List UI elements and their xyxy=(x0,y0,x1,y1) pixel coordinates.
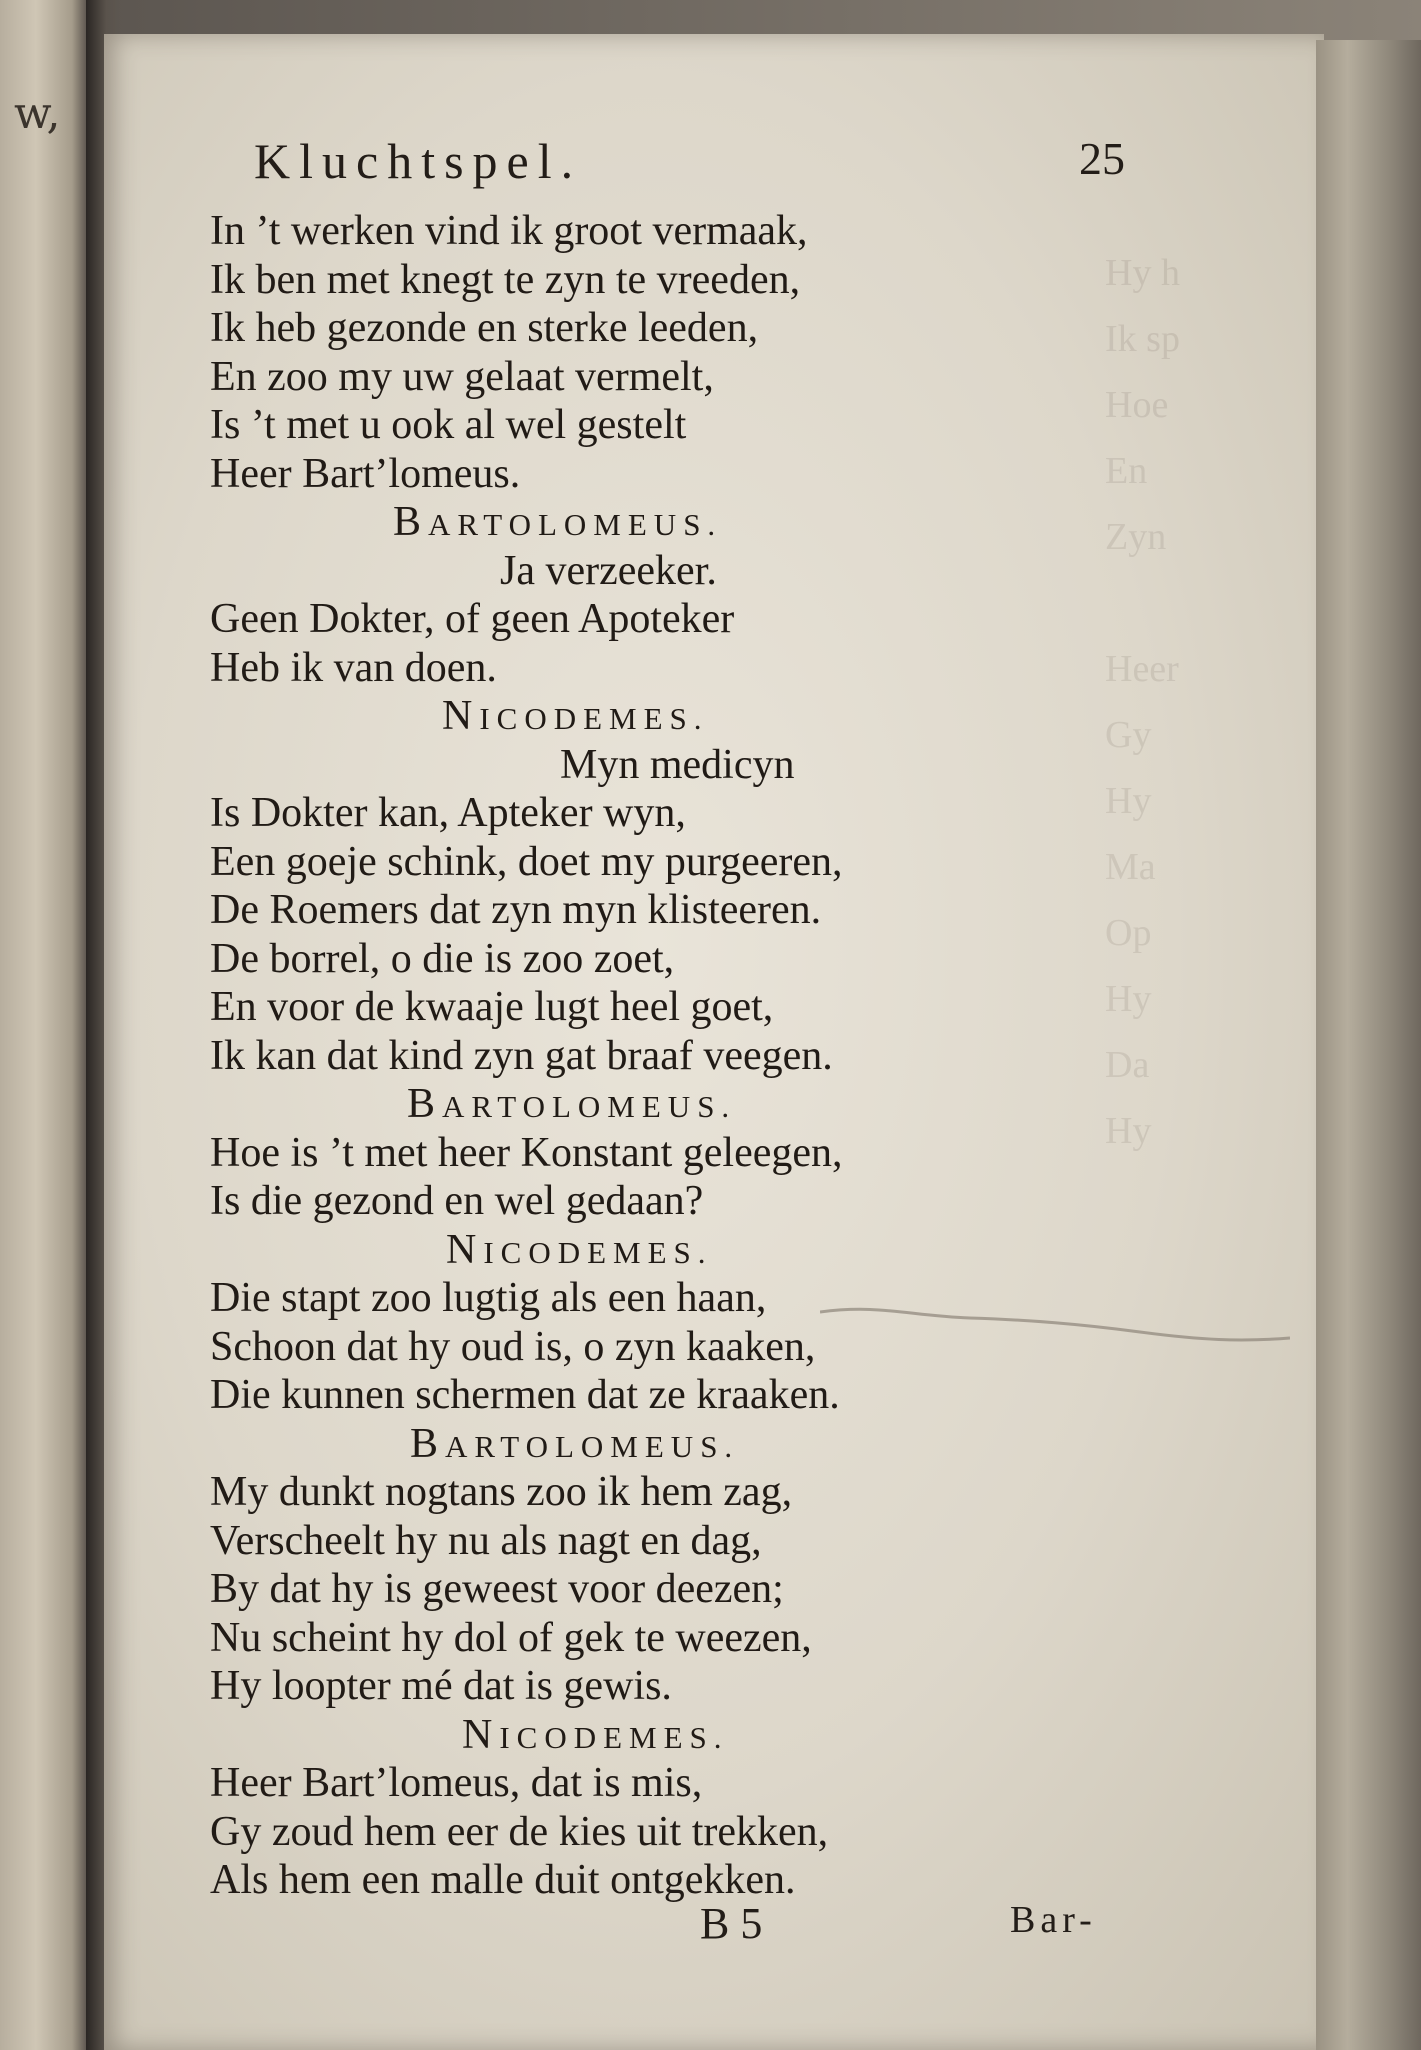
verse-line: Heer Bart’lomeus, dat is mis, xyxy=(210,1760,703,1806)
verse-line: En voor de kwaaje lugt heel goet, xyxy=(210,984,774,1030)
verse-line: Gy zoud hem eer de kies uit trekken, xyxy=(210,1808,829,1855)
verse-line: Die stapt zoo lugtig als een haan, xyxy=(210,1275,767,1321)
verse-line: Als hem een malle duit ontgekken. xyxy=(210,1857,796,1903)
verse-line: Schoon dat hy oud is, o zyn kaaken, xyxy=(210,1323,816,1370)
verse-line: Heb ik van doen. xyxy=(210,644,497,691)
verse-line: Is die gezond en wel gedaan? xyxy=(210,1178,704,1224)
verse-text xyxy=(210,207,1230,1905)
catchword: Bar- xyxy=(1010,1899,1097,1941)
verse-line: Is Dokter kan, Apteker wyn, xyxy=(210,790,686,836)
verse-line: My dunkt nogtans zoo ik hem zag, xyxy=(210,1469,793,1515)
verse-line: Hoe is ’t met heer Konstant geleegen, xyxy=(210,1129,843,1176)
page-footer xyxy=(104,1898,1324,1958)
facing-page-edge xyxy=(0,0,90,2050)
verse-line: Hy loopter mé dat is gewis. xyxy=(210,1663,672,1709)
verse-line: Heer Bart’lomeus. xyxy=(210,450,521,497)
speaker-name: BARTOLOMEUS. xyxy=(407,1081,737,1127)
verse-line: Verscheelt hy nu als nagt en dag, xyxy=(210,1517,762,1564)
verse-line: Ja verzeeker. xyxy=(500,547,717,594)
verse-line: De borrel, o die is zoo zoet, xyxy=(210,935,675,982)
facing-page-fragment: w, xyxy=(14,88,61,139)
verse-line: By dat hy is geweest voor deezen; xyxy=(210,1566,784,1612)
running-title: Kluchtspel. xyxy=(254,133,583,189)
verse-line: Is ’t met u ook al wel gestelt xyxy=(210,402,687,448)
speaker-name: NICODEMES. xyxy=(446,1226,713,1273)
verse-line: De Roemers dat zyn myn klisteeren. xyxy=(210,887,822,933)
verse-line: Geen Dokter, of geen Apoteker xyxy=(210,596,735,642)
verse-line: Ik kan dat kind zyn gat braaf veegen. xyxy=(210,1032,833,1079)
running-head xyxy=(104,132,1324,202)
verse-line: Nu scheint hy dol of gek te weezen, xyxy=(210,1614,812,1661)
page-number: 25 xyxy=(1079,133,1125,184)
page-block-edge xyxy=(1316,40,1421,2050)
verse-line: In ’t werken vind ik groot vermaak, xyxy=(210,208,808,254)
bleed-through-text: Hy h Ik sp Hoe En Zyn Heer Gy Hy Ma Op Hy Da Hy xyxy=(1105,252,1180,1152)
signature-mark: B 5 xyxy=(700,1899,763,1948)
speaker-name: BARTOLOMEUS. xyxy=(410,1420,740,1467)
verse-line: Een goeje schink, doet my purgeeren, xyxy=(210,838,843,885)
speaker-name: NICODEMES. xyxy=(462,1711,729,1758)
verse-line: Die kunnen schermen dat ze kraaken. xyxy=(210,1372,840,1418)
verse-line: Myn medicyn xyxy=(560,741,795,788)
verse-line: Ik ben met knegt te zyn te vreeden, xyxy=(210,256,801,303)
speaker-name: NICODEMES. xyxy=(442,693,709,739)
verse-line: Ik heb gezonde en sterke leeden, xyxy=(210,305,759,351)
speaker-name: BARTOLOMEUS. xyxy=(393,499,723,545)
verse-line: En zoo my uw gelaat vermelt, xyxy=(210,353,714,400)
